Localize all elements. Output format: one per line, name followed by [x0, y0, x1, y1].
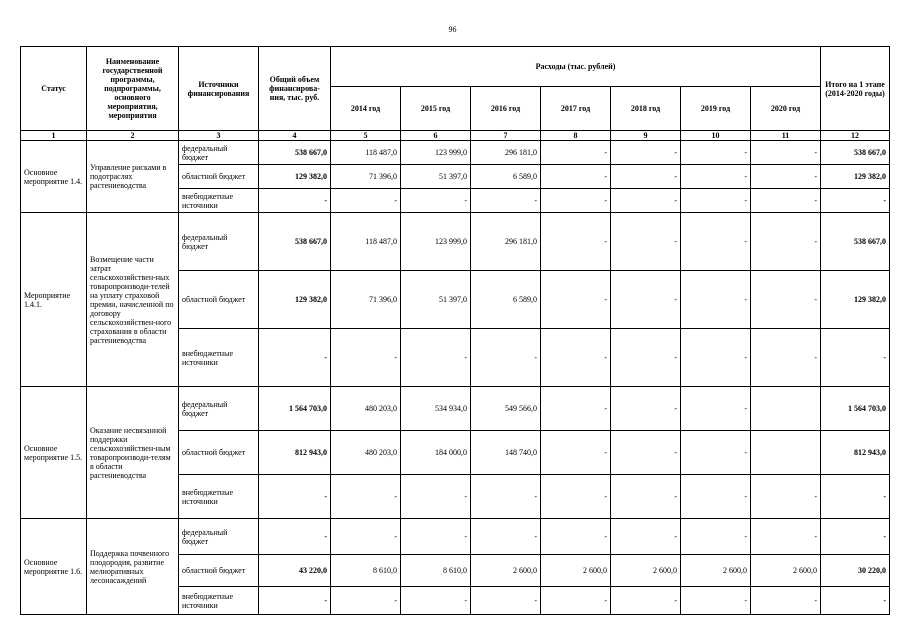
year-value-cell: -: [611, 519, 681, 555]
year-value-cell: 549 566,0: [471, 387, 541, 431]
year-value-cell: -: [611, 587, 681, 615]
column-number: 10: [681, 131, 751, 141]
year-value-cell: -: [611, 329, 681, 387]
source-cell: областной бюджет: [179, 555, 259, 587]
header-year: 2014 год: [331, 87, 401, 131]
year-value-cell: -: [541, 213, 611, 271]
year-value-cell: -: [541, 189, 611, 213]
header-program-name: Наименование государственной программы, подпрограммы, основного мероприятия, мероприятия: [87, 47, 179, 131]
stage-total-cell: -: [821, 475, 890, 519]
year-value-cell: -: [401, 475, 471, 519]
year-value-cell: -: [751, 213, 821, 271]
year-value-cell: -: [751, 271, 821, 329]
page-number: 96: [448, 25, 457, 34]
total-cell: -: [259, 587, 331, 615]
year-value-cell: -: [471, 587, 541, 615]
column-number: 3: [179, 131, 259, 141]
stage-total-cell: -: [821, 587, 890, 615]
year-value-cell: -: [331, 519, 401, 555]
total-cell: 538 667,0: [259, 213, 331, 271]
header-expenses: Расходы (тыс. рублей): [331, 47, 821, 87]
year-value-cell: -: [611, 431, 681, 475]
total-cell: 538 667,0: [259, 141, 331, 165]
year-value-cell: -: [541, 271, 611, 329]
stage-total-cell: 129 382,0: [821, 271, 890, 329]
year-value-cell: 71 396,0: [331, 165, 401, 189]
year-value-cell: 123 999,0: [401, 141, 471, 165]
header-year: 2018 год: [611, 87, 681, 131]
year-value-cell: -: [541, 431, 611, 475]
source-cell: внебюджетные источники: [179, 475, 259, 519]
status-cell: Основное мероприятие 1.4.: [21, 141, 87, 213]
year-value-cell: 8 610,0: [331, 555, 401, 587]
year-value-cell: -: [751, 141, 821, 165]
stage-total-cell: -: [821, 519, 890, 555]
header-year: 2017 год: [541, 87, 611, 131]
program-name-cell: Оказание несвязанной поддержки сельскохозяйствен-ным товаропроизводи-телям в области растениеводства: [87, 387, 179, 519]
year-value-cell: -: [681, 271, 751, 329]
year-value-cell: [751, 431, 821, 475]
year-value-cell: 534 934,0: [401, 387, 471, 431]
year-value-cell: [751, 387, 821, 431]
year-value-cell: -: [751, 587, 821, 615]
program-name-cell: Возмещение части затрат сельскохозяйствен-ных товаропроизводи-телей на уплату страховой премии, начисленной по договору сельскохозяйствен-ного страхования в области растениеводства: [87, 213, 179, 387]
year-value-cell: 6 589,0: [471, 271, 541, 329]
year-value-cell: -: [331, 587, 401, 615]
header-status: Статус: [21, 47, 87, 131]
year-value-cell: -: [611, 213, 681, 271]
year-value-cell: -: [681, 329, 751, 387]
source-cell: федеральный бюджет: [179, 213, 259, 271]
header-year: 2019 год: [681, 87, 751, 131]
year-value-cell: 296 181,0: [471, 213, 541, 271]
year-value-cell: -: [611, 475, 681, 519]
column-number: 7: [471, 131, 541, 141]
year-value-cell: 118 487,0: [331, 213, 401, 271]
year-value-cell: -: [611, 189, 681, 213]
year-value-cell: 148 740,0: [471, 431, 541, 475]
total-cell: 129 382,0: [259, 165, 331, 189]
total-cell: -: [259, 329, 331, 387]
column-number: 4: [259, 131, 331, 141]
year-value-cell: 71 396,0: [331, 271, 401, 329]
year-value-cell: -: [611, 387, 681, 431]
year-value-cell: -: [751, 189, 821, 213]
year-value-cell: 51 397,0: [401, 165, 471, 189]
source-cell: областной бюджет: [179, 165, 259, 189]
year-value-cell: 2 600,0: [611, 555, 681, 587]
year-value-cell: -: [331, 475, 401, 519]
column-number: 1: [21, 131, 87, 141]
source-cell: внебюджетные источники: [179, 329, 259, 387]
year-value-cell: -: [401, 587, 471, 615]
source-cell: федеральный бюджет: [179, 141, 259, 165]
column-number: 8: [541, 131, 611, 141]
year-value-cell: -: [611, 141, 681, 165]
year-value-cell: 480 203,0: [331, 387, 401, 431]
source-cell: федеральный бюджет: [179, 387, 259, 431]
year-value-cell: -: [681, 431, 751, 475]
year-value-cell: -: [541, 329, 611, 387]
column-number-row: [21, 131, 890, 141]
year-value-cell: -: [751, 329, 821, 387]
total-cell: 129 382,0: [259, 271, 331, 329]
year-value-cell: -: [611, 165, 681, 189]
year-value-cell: -: [681, 387, 751, 431]
header-year: 2020 год: [751, 87, 821, 131]
stage-total-cell: -: [821, 329, 890, 387]
year-value-cell: -: [471, 519, 541, 555]
column-number: 9: [611, 131, 681, 141]
total-cell: -: [259, 519, 331, 555]
year-value-cell: -: [541, 587, 611, 615]
year-value-cell: 184 000,0: [401, 431, 471, 475]
year-value-cell: -: [681, 141, 751, 165]
year-value-cell: -: [471, 475, 541, 519]
year-value-cell: 123 999,0: [401, 213, 471, 271]
year-value-cell: -: [541, 475, 611, 519]
year-value-cell: -: [401, 519, 471, 555]
program-name-cell: Управление рисками в подотраслях растениеводства: [87, 141, 179, 213]
table-row: [21, 213, 890, 271]
year-value-cell: -: [751, 519, 821, 555]
year-value-cell: -: [681, 165, 751, 189]
source-cell: внебюджетные источники: [179, 587, 259, 615]
header-stage-total: Итого на 1 этапе (2014-2020 годы): [821, 47, 890, 131]
column-number: 12: [821, 131, 890, 141]
source-cell: федеральный бюджет: [179, 519, 259, 555]
year-value-cell: -: [681, 475, 751, 519]
year-value-cell: -: [611, 271, 681, 329]
table-row: [21, 141, 890, 165]
year-value-cell: 2 600,0: [751, 555, 821, 587]
total-cell: 43 220,0: [259, 555, 331, 587]
year-value-cell: -: [751, 165, 821, 189]
total-cell: -: [259, 475, 331, 519]
table-row: [21, 387, 890, 431]
year-value-cell: -: [331, 329, 401, 387]
year-value-cell: -: [541, 141, 611, 165]
year-value-cell: -: [681, 519, 751, 555]
column-number: 2: [87, 131, 179, 141]
year-value-cell: -: [751, 475, 821, 519]
year-value-cell: 480 203,0: [331, 431, 401, 475]
year-value-cell: 8 610,0: [401, 555, 471, 587]
year-value-cell: 118 487,0: [331, 141, 401, 165]
column-number: 6: [401, 131, 471, 141]
year-value-cell: -: [471, 329, 541, 387]
year-value-cell: -: [401, 189, 471, 213]
stage-total-cell: 812 943,0: [821, 431, 890, 475]
year-value-cell: 2 600,0: [471, 555, 541, 587]
column-number: 5: [331, 131, 401, 141]
budget-table: [20, 46, 890, 615]
year-value-cell: -: [471, 189, 541, 213]
status-cell: Основное мероприятие 1.5.: [21, 387, 87, 519]
total-cell: 1 564 703,0: [259, 387, 331, 431]
year-value-cell: 2 600,0: [681, 555, 751, 587]
stage-total-cell: -: [821, 189, 890, 213]
year-value-cell: 6 589,0: [471, 165, 541, 189]
header-total-volume: Общий объем финансирова-ния, тыс. руб.: [259, 47, 331, 131]
year-value-cell: 2 600,0: [541, 555, 611, 587]
total-cell: 812 943,0: [259, 431, 331, 475]
year-value-cell: -: [681, 587, 751, 615]
source-cell: внебюджетные источники: [179, 189, 259, 213]
status-cell: Основное мероприятие 1.6.: [21, 519, 87, 615]
column-number: 11: [751, 131, 821, 141]
stage-total-cell: 538 667,0: [821, 141, 890, 165]
year-value-cell: -: [681, 213, 751, 271]
stage-total-cell: 30 220,0: [821, 555, 890, 587]
year-value-cell: -: [681, 189, 751, 213]
program-name-cell: Поддержка почвенного плодородия, развитие мелиоративных лесонасаждений: [87, 519, 179, 615]
year-value-cell: -: [541, 387, 611, 431]
stage-total-cell: 1 564 703,0: [821, 387, 890, 431]
year-value-cell: 296 181,0: [471, 141, 541, 165]
status-cell: Мероприятие 1.4.1.: [21, 213, 87, 387]
header-year: 2016 год: [471, 87, 541, 131]
source-cell: областной бюджет: [179, 431, 259, 475]
year-value-cell: 51 397,0: [401, 271, 471, 329]
table-row: [21, 519, 890, 555]
year-value-cell: -: [541, 519, 611, 555]
year-value-cell: -: [541, 165, 611, 189]
header-sources: Источники финансирования: [179, 47, 259, 131]
header-year: 2015 год: [401, 87, 471, 131]
total-cell: -: [259, 189, 331, 213]
year-value-cell: -: [331, 189, 401, 213]
source-cell: областной бюджет: [179, 271, 259, 329]
year-value-cell: -: [401, 329, 471, 387]
stage-total-cell: 129 382,0: [821, 165, 890, 189]
stage-total-cell: 538 667,0: [821, 213, 890, 271]
